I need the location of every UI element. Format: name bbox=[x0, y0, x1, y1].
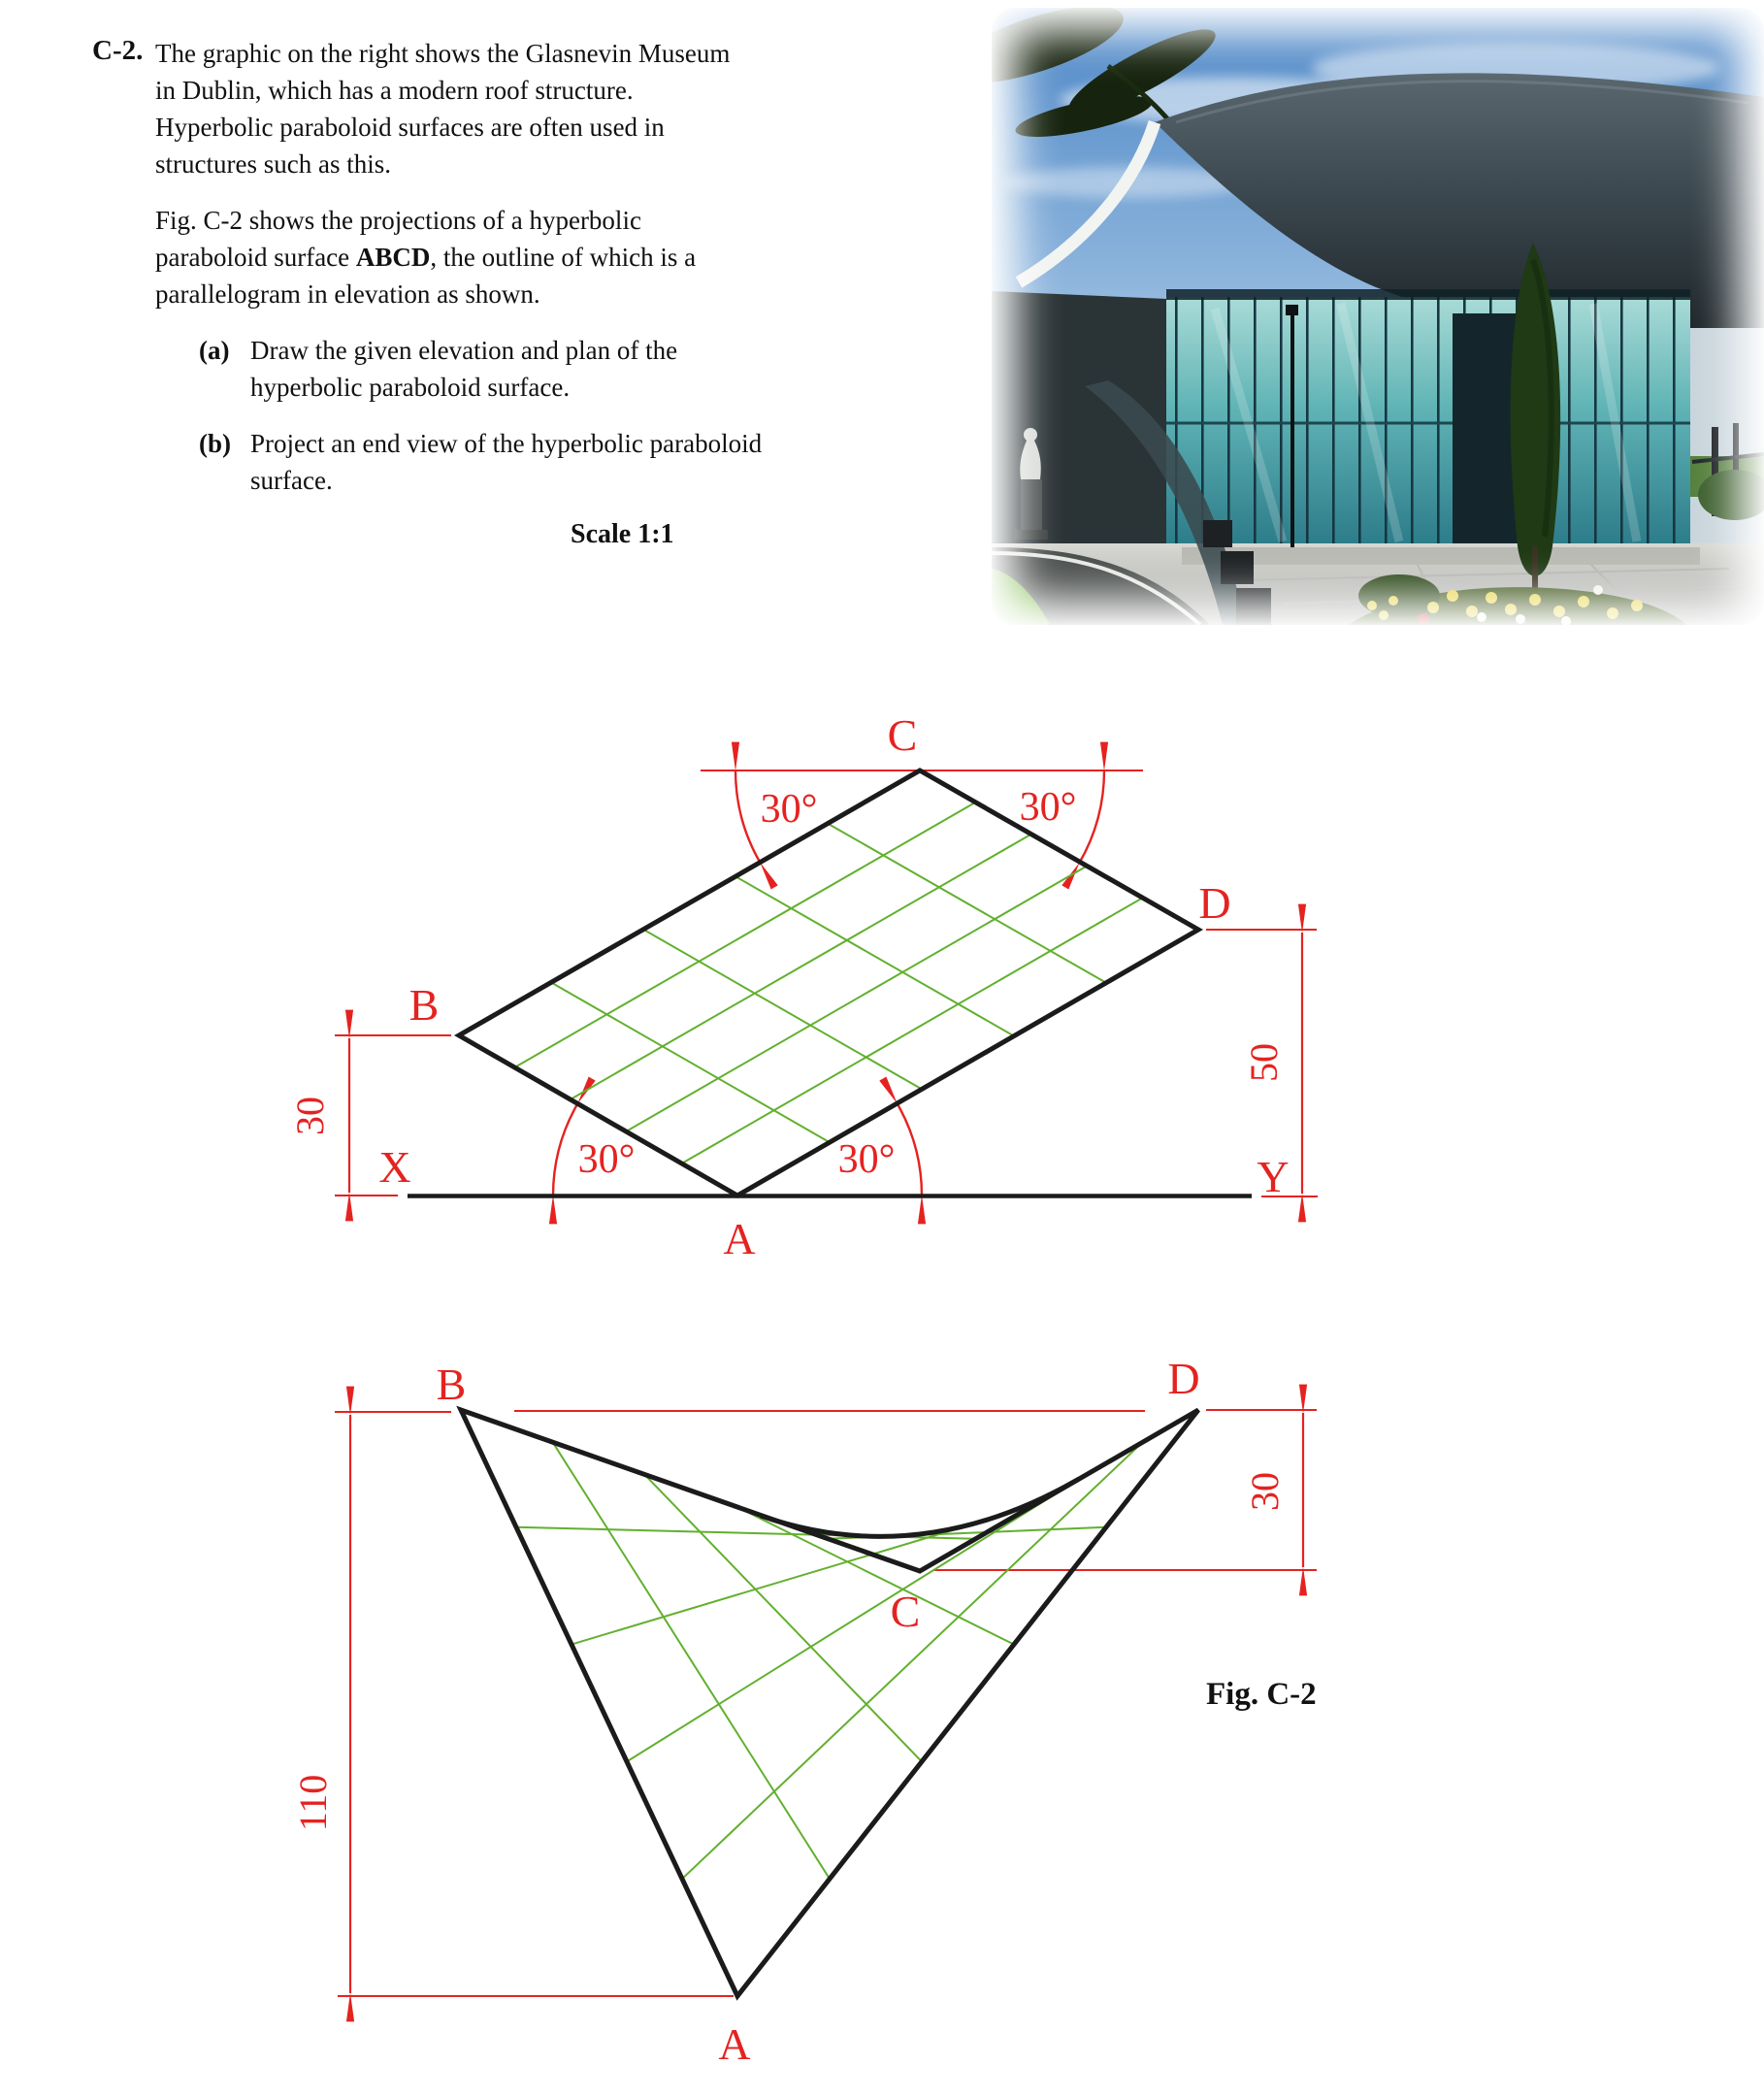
text-line: in Dublin, which has a modern roof structure. bbox=[155, 76, 634, 105]
label-a-plan: A bbox=[718, 2019, 751, 2069]
label-c-elevation: C bbox=[887, 710, 918, 760]
generator-line bbox=[514, 803, 975, 1067]
text-line: parallelogram in elevation as shown. bbox=[155, 279, 540, 309]
angle-30-a-left: 30° bbox=[577, 1137, 636, 1182]
generator-line bbox=[644, 1474, 922, 1761]
text-line: Draw the given elevation and plan of the bbox=[250, 336, 678, 365]
angle-30-c-left: 30° bbox=[760, 787, 818, 832]
angle-arc-c-right bbox=[1080, 770, 1105, 863]
label-a-elevation: A bbox=[723, 1214, 756, 1263]
generator-line bbox=[627, 1474, 1087, 1761]
text-line: The graphic on the right shows the Glasnevin Museum bbox=[155, 39, 731, 68]
generator-line bbox=[736, 1507, 1014, 1645]
label-c-plan: C bbox=[890, 1587, 921, 1636]
label-b-elevation: B bbox=[408, 980, 440, 1030]
problem-number: C-2. bbox=[92, 35, 144, 66]
dim-30-plan-text: 30 bbox=[1243, 1472, 1287, 1511]
task-a-label: (a) bbox=[199, 336, 230, 365]
angle-arc-c-left bbox=[735, 770, 761, 863]
dim-30-text: 30 bbox=[288, 1097, 332, 1135]
text-run: paraboloid surface bbox=[155, 243, 356, 272]
angle-arc-a-left bbox=[553, 1103, 578, 1196]
generator-line bbox=[682, 898, 1143, 1163]
text-line: hyperbolic paraboloid surface. bbox=[250, 373, 571, 402]
task-b-label: (b) bbox=[199, 429, 231, 458]
text-line: surface. bbox=[250, 466, 333, 495]
dim-50-text: 50 bbox=[1242, 1043, 1286, 1082]
text-line: Hyperbolic paraboloid surfaces are often used in bbox=[155, 113, 665, 142]
generator-line bbox=[682, 1442, 1143, 1879]
elevation-generators-family1 bbox=[514, 803, 1142, 1163]
text-line: Project an end view of the hyperbolic paraboloid bbox=[250, 429, 763, 458]
generator-line bbox=[626, 866, 1087, 1131]
label-b-plan: B bbox=[436, 1360, 467, 1409]
plan-generators-family1 bbox=[516, 1442, 1143, 1879]
generator-line bbox=[643, 930, 922, 1090]
generator-line bbox=[571, 835, 1031, 1099]
generator-line bbox=[828, 824, 1106, 983]
text-line: structures such as this. bbox=[155, 149, 391, 179]
generator-line bbox=[551, 982, 830, 1142]
elevation-generators-family2 bbox=[551, 824, 1106, 1143]
label-d-elevation: D bbox=[1198, 878, 1231, 928]
elevation-outline bbox=[459, 770, 1198, 1196]
scale-note: Scale 1:1 bbox=[571, 519, 674, 549]
generator-line bbox=[735, 876, 1014, 1035]
elevation-view bbox=[288, 710, 1318, 1263]
surface-name: ABCD bbox=[355, 243, 431, 272]
plan-outline bbox=[461, 1410, 1198, 1996]
label-d-plan: D bbox=[1167, 1354, 1200, 1403]
text-line: Fig. C-2 shows the projections of a hyperbolic bbox=[155, 206, 641, 235]
label-x: X bbox=[378, 1142, 411, 1192]
dim-110-text: 110 bbox=[291, 1774, 335, 1832]
figure-caption: Fig. C-2 bbox=[1206, 1677, 1317, 1712]
angle-arc-a-right bbox=[898, 1103, 923, 1196]
plan-view bbox=[291, 1354, 1317, 2069]
text-run: , the outline of which is a bbox=[430, 243, 697, 272]
label-y: Y bbox=[1257, 1152, 1290, 1201]
angle-30-a-right: 30° bbox=[837, 1137, 896, 1182]
angle-30-c-right: 30° bbox=[1019, 785, 1077, 830]
